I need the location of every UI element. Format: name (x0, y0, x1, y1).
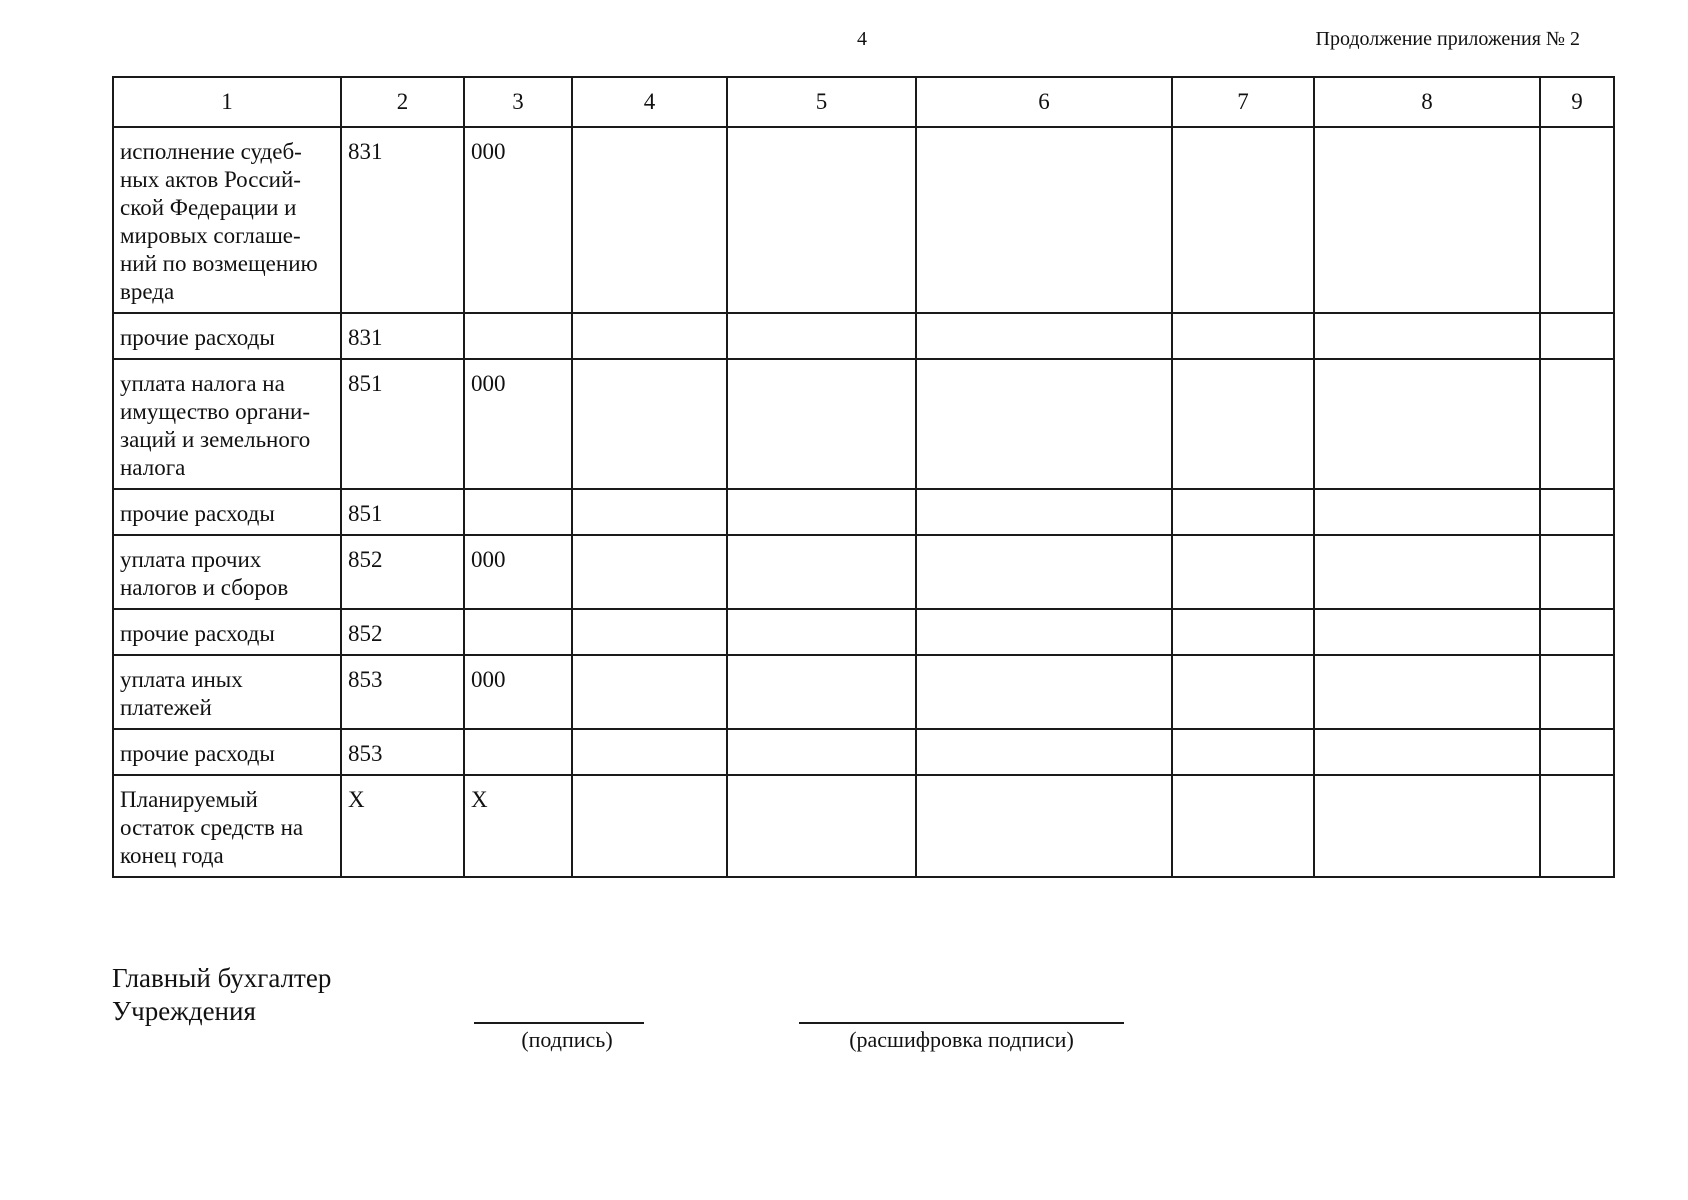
value-cell (1540, 729, 1614, 775)
cell-text (465, 610, 571, 626)
column-number-header: 1 (113, 77, 341, 127)
cell-text: 000 (471, 667, 506, 692)
cell-text: 000 (471, 547, 506, 572)
cell-text (465, 314, 571, 330)
cell-text: 852 (348, 547, 383, 572)
cell-text (728, 776, 915, 792)
value-cell (1172, 489, 1314, 535)
table-row (113, 535, 1614, 609)
cell-text: прочие расходы (120, 741, 275, 766)
code-cell (341, 127, 464, 313)
cell-text (1541, 730, 1613, 746)
cell-text: уплата прочих налогов и сборов (120, 547, 289, 600)
column-number-header: 8 (1314, 77, 1540, 127)
cell-text: уплата налога на имущество органи- заций и земельного налога (120, 371, 311, 480)
cell-text (1315, 776, 1539, 792)
cell-text: 831 (348, 325, 383, 350)
value-cell (916, 489, 1172, 535)
cell-text (1173, 490, 1313, 506)
value-cell (572, 127, 727, 313)
table-row (113, 313, 1614, 359)
institution-label: Учреждения (112, 996, 256, 1026)
cell-text (573, 360, 726, 376)
cell-text (1173, 730, 1313, 746)
value-cell (1314, 535, 1540, 609)
page-number: 4 (857, 28, 867, 50)
cell-text: 000 (471, 371, 506, 396)
cell-text (1315, 536, 1539, 552)
cell-text (1315, 730, 1539, 746)
cell-text (465, 490, 571, 506)
cell-text: 852 (348, 621, 383, 646)
cell-text: 853 (348, 667, 383, 692)
value-cell (916, 655, 1172, 729)
value-cell (1540, 359, 1614, 489)
value-cell (916, 127, 1172, 313)
cell-text (1173, 610, 1313, 626)
cell-text (728, 490, 915, 506)
value-cell (572, 729, 727, 775)
table-row (113, 775, 1614, 877)
column-number-header: 5 (727, 77, 916, 127)
value-cell (1540, 535, 1614, 609)
cell-text (728, 656, 915, 672)
row-label-cell (113, 127, 341, 313)
signature-line (474, 1022, 644, 1024)
cell-text: прочие расходы (120, 621, 275, 646)
value-cell (572, 535, 727, 609)
value-cell (727, 609, 916, 655)
value-cell (916, 609, 1172, 655)
value-cell (727, 313, 916, 359)
value-cell (1314, 775, 1540, 877)
chief-accountant-label: Главный бухгалтер (112, 963, 332, 993)
code-cell (341, 359, 464, 489)
column-number-header: 6 (916, 77, 1172, 127)
cell-text (728, 314, 915, 330)
cell-text (573, 656, 726, 672)
cell-text (1173, 536, 1313, 552)
row-label-cell (113, 313, 341, 359)
cell-text (1315, 610, 1539, 626)
column-number-header: 3 (464, 77, 572, 127)
value-cell (1172, 313, 1314, 359)
value-cell (1314, 729, 1540, 775)
cell-text (1173, 656, 1313, 672)
cell-text: 853 (348, 741, 383, 766)
value-cell (916, 775, 1172, 877)
cell-text (573, 490, 726, 506)
cell-text (917, 610, 1171, 626)
subcode-cell (464, 359, 572, 489)
cell-text (917, 730, 1171, 746)
subcode-cell (464, 489, 572, 535)
value-cell (1540, 313, 1614, 359)
cell-text (1173, 128, 1313, 144)
code-cell (341, 535, 464, 609)
cell-text (573, 314, 726, 330)
cell-text: 851 (348, 501, 383, 526)
column-number-header: 9 (1540, 77, 1614, 127)
table-row (113, 609, 1614, 655)
value-cell (1314, 359, 1540, 489)
subcode-cell (464, 729, 572, 775)
column-number-row (113, 77, 1614, 127)
cell-text (1541, 536, 1613, 552)
subcode-cell (464, 655, 572, 729)
value-cell (1314, 127, 1540, 313)
cell-text (1541, 656, 1613, 672)
cell-text (917, 314, 1171, 330)
table-row (113, 489, 1614, 535)
cell-text (465, 730, 571, 746)
cell-text (1541, 360, 1613, 376)
cell-text (1541, 776, 1613, 792)
value-cell (727, 359, 916, 489)
value-cell (572, 655, 727, 729)
value-cell (727, 535, 916, 609)
cell-text: уплата иных платежей (120, 667, 243, 720)
value-cell (1314, 489, 1540, 535)
value-cell (1172, 535, 1314, 609)
cell-text (1315, 360, 1539, 376)
row-label-cell (113, 489, 341, 535)
subcode-cell (464, 535, 572, 609)
cell-text (1541, 610, 1613, 626)
value-cell (916, 313, 1172, 359)
cell-text (1541, 314, 1613, 330)
cell-text (1541, 490, 1613, 506)
value-cell (1314, 655, 1540, 729)
value-cell (916, 535, 1172, 609)
cell-text (1173, 776, 1313, 792)
value-cell (1540, 489, 1614, 535)
value-cell (572, 609, 727, 655)
signature-decoding-caption: (расшифровка подписи) (849, 1027, 1074, 1052)
cell-text: 851 (348, 371, 383, 396)
table-row (113, 127, 1614, 313)
code-cell (341, 489, 464, 535)
cell-text (1315, 128, 1539, 144)
cell-text (573, 128, 726, 144)
cell-text (573, 776, 726, 792)
column-number-header: 7 (1172, 77, 1314, 127)
subcode-cell (464, 313, 572, 359)
row-label-cell (113, 609, 341, 655)
cell-text (728, 730, 915, 746)
value-cell (1172, 729, 1314, 775)
cell-text (917, 656, 1171, 672)
value-cell (572, 359, 727, 489)
cell-text (917, 776, 1171, 792)
value-cell (1172, 775, 1314, 877)
cell-text (917, 536, 1171, 552)
cell-text (1173, 314, 1313, 330)
cell-text (1173, 360, 1313, 376)
cell-text (917, 128, 1171, 144)
value-cell (727, 655, 916, 729)
cell-text (573, 610, 726, 626)
value-cell (572, 489, 727, 535)
cell-text (728, 128, 915, 144)
code-cell (341, 313, 464, 359)
value-cell (916, 359, 1172, 489)
cell-text (917, 360, 1171, 376)
table-row (113, 359, 1614, 489)
value-cell (1314, 313, 1540, 359)
subcode-cell (464, 127, 572, 313)
cell-text (1315, 490, 1539, 506)
value-cell (727, 775, 916, 877)
value-cell (1540, 775, 1614, 877)
cell-text: 000 (471, 139, 506, 164)
value-cell (1172, 127, 1314, 313)
cell-text: прочие расходы (120, 501, 275, 526)
subcode-cell (464, 775, 572, 877)
code-cell (341, 609, 464, 655)
cell-text: 831 (348, 139, 383, 164)
cell-text (728, 360, 915, 376)
code-cell (341, 655, 464, 729)
footer-title (112, 962, 331, 1028)
code-cell (341, 775, 464, 877)
cell-text (573, 536, 726, 552)
signature-decoding-line (799, 1022, 1124, 1024)
cell-text (728, 536, 915, 552)
value-cell (727, 127, 916, 313)
column-number-header: 4 (572, 77, 727, 127)
value-cell (1172, 359, 1314, 489)
table-row (113, 655, 1614, 729)
row-label-cell (113, 655, 341, 729)
value-cell (1314, 609, 1540, 655)
value-cell (572, 313, 727, 359)
row-label-cell (113, 359, 341, 489)
value-cell (1172, 609, 1314, 655)
table-row (113, 729, 1614, 775)
cell-text: исполнение судеб- ных актов Россий- ской Федерации и мировых соглаше- ний по возмещению вреда (120, 139, 318, 304)
value-cell (1540, 609, 1614, 655)
cell-text (1315, 656, 1539, 672)
signature-caption: (подпись) (521, 1027, 613, 1052)
budget-table (112, 76, 1615, 878)
value-cell (1540, 655, 1614, 729)
value-cell (916, 729, 1172, 775)
row-label-cell (113, 729, 341, 775)
value-cell (1172, 655, 1314, 729)
value-cell (727, 489, 916, 535)
cell-text (1541, 128, 1613, 144)
cell-text (728, 610, 915, 626)
row-label-cell (113, 775, 341, 877)
cell-text: Планируемый остаток средств на конец года (120, 787, 304, 868)
cell-text (573, 730, 726, 746)
cell-text: прочие расходы (120, 325, 275, 350)
continuation-label: Продолжение приложения № 2 (1315, 28, 1580, 50)
subcode-cell (464, 609, 572, 655)
value-cell (727, 729, 916, 775)
value-cell (572, 775, 727, 877)
table-body (113, 127, 1614, 877)
cell-text: X (348, 787, 365, 812)
cell-text: X (471, 787, 488, 812)
code-cell (341, 729, 464, 775)
column-number-header: 2 (341, 77, 464, 127)
cell-text (1315, 314, 1539, 330)
row-label-cell (113, 535, 341, 609)
value-cell (1540, 127, 1614, 313)
cell-text (917, 490, 1171, 506)
